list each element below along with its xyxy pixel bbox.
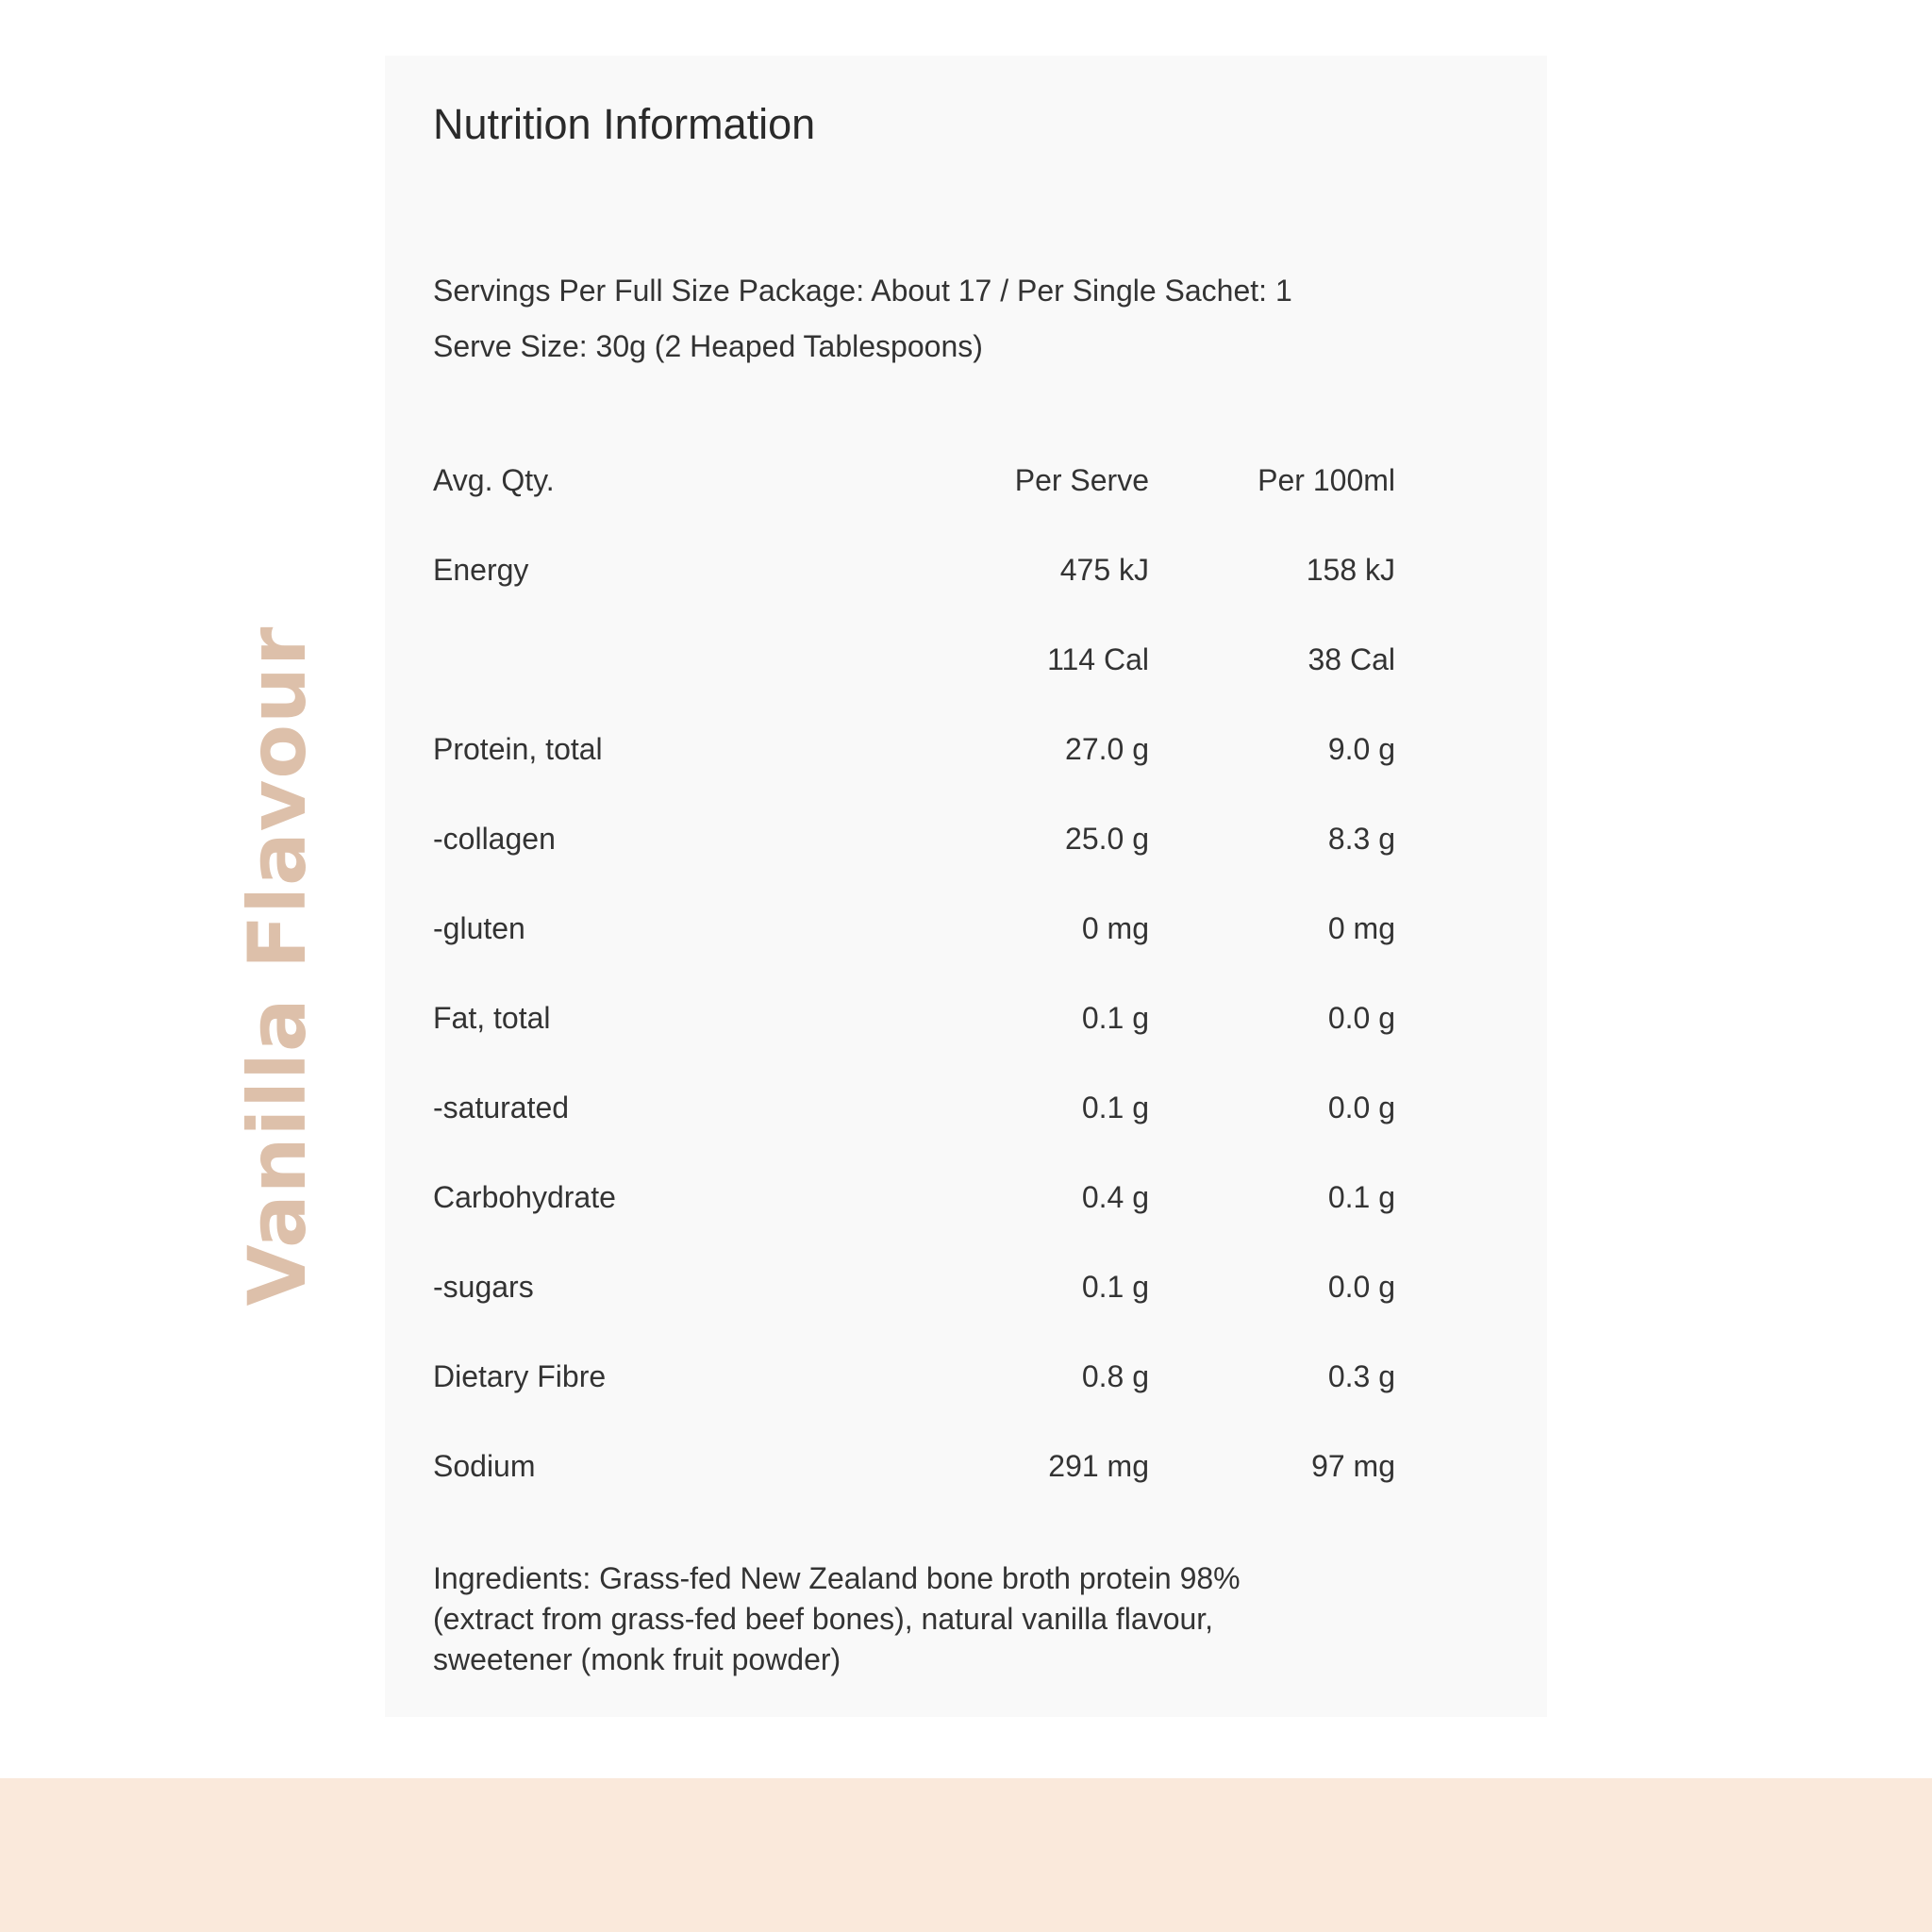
row-per-serve: 27.0 g (1065, 732, 1149, 766)
table-row-protein (433, 732, 1395, 822)
table-row-sugars (433, 1270, 1395, 1359)
row-per-serve: 0.1 g (1081, 1270, 1149, 1304)
row-per-100ml: 0.3 g (1327, 1359, 1395, 1393)
table-row-energy-kj (433, 553, 1395, 642)
table-row-gluten (433, 911, 1395, 1001)
row-per-100ml: 0.1 g (1327, 1180, 1395, 1214)
row-name: Protein, total (433, 732, 603, 766)
row-per-serve: 0.1 g (1081, 1001, 1149, 1035)
table-row-energy-cal (433, 642, 1395, 732)
row-per-serve: 25.0 g (1065, 822, 1149, 856)
row-per-serve: 0.4 g (1081, 1180, 1149, 1214)
table-header-row (433, 463, 1395, 553)
table-row-fat (433, 1001, 1395, 1091)
ingredients-text: Ingredients: Grass-fed New Zealand bone broth protein 98% (extract from grass-fed beef bones), natural vanilla flavour, sweetener (monk fruit powder) (433, 1561, 1241, 1676)
row-per-100ml: 158 kJ (1306, 553, 1395, 587)
table-row-saturated (433, 1091, 1395, 1180)
table-row-dietary-fibre (433, 1359, 1395, 1449)
row-per-100ml: 38 Cal (1307, 642, 1395, 676)
row-per-100ml: 8.3 g (1327, 822, 1395, 856)
row-name: -sugars (433, 1270, 534, 1304)
table-row-collagen (433, 822, 1395, 911)
row-per-100ml: 9.0 g (1327, 732, 1395, 766)
row-per-serve: 114 Cal (1047, 642, 1149, 676)
row-name: -saturated (433, 1091, 570, 1124)
row-per-100ml: 0 mg (1327, 911, 1395, 945)
row-per-100ml: 0.0 g (1327, 1001, 1395, 1035)
serve-size: Serve Size: 30g (2 Heaped Tablespoons) (433, 329, 983, 363)
row-per-serve: 0.1 g (1081, 1091, 1149, 1124)
row-name: -gluten (433, 911, 525, 945)
row-per-serve: 291 mg (1048, 1449, 1149, 1483)
header-per-serve: Per Serve (1014, 463, 1149, 497)
table-row-sodium (433, 1449, 1395, 1539)
header-avg-qty: Avg. Qty. (433, 463, 555, 497)
table-row-carbohydrate (433, 1180, 1395, 1270)
row-per-serve: 0 mg (1081, 911, 1149, 945)
flavour-label: Vanilla Flavour (231, 625, 324, 1307)
row-name: Sodium (433, 1449, 536, 1483)
row-per-100ml: 97 mg (1311, 1449, 1395, 1483)
row-name: Dietary Fibre (433, 1359, 607, 1393)
nutrition-table (433, 463, 1395, 1539)
row-per-serve: 0.8 g (1081, 1359, 1149, 1393)
row-per-100ml: 0.0 g (1327, 1270, 1395, 1304)
row-per-100ml: 0.0 g (1327, 1091, 1395, 1124)
row-per-serve: 475 kJ (1059, 553, 1149, 587)
header-per-100ml: Per 100ml (1257, 463, 1395, 497)
row-name: Carbohydrate (433, 1180, 616, 1214)
row-name: Energy (433, 553, 529, 587)
row-name: -collagen (433, 822, 556, 856)
row-name: Fat, total (433, 1001, 551, 1035)
servings-per-package: Servings Per Full Size Package: About 17 / Per Single Sachet: 1 (433, 274, 1292, 308)
nutrition-panel (385, 56, 1547, 1717)
panel-title: Nutrition Information (433, 100, 816, 148)
bottom-band (0, 1778, 1932, 1932)
